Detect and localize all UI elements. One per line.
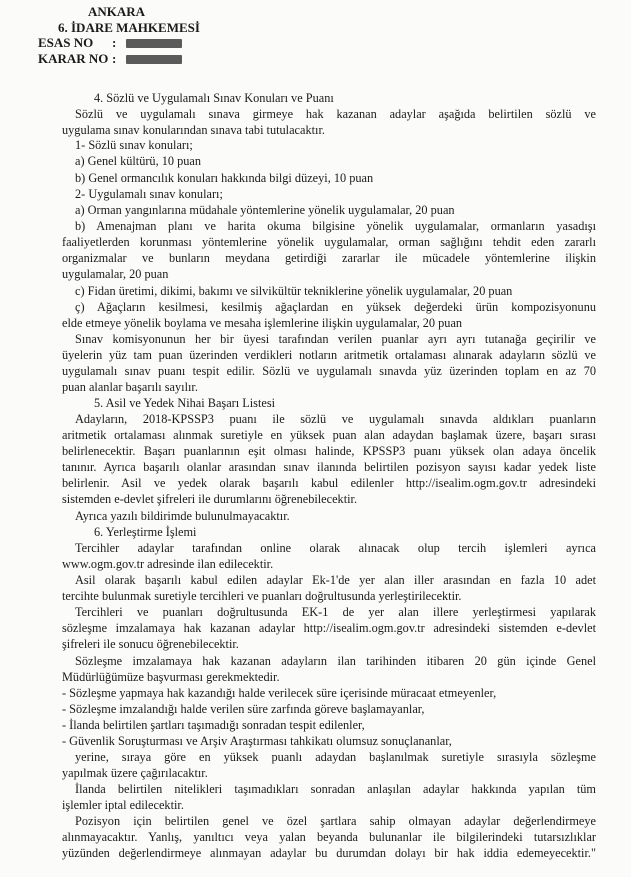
text-line: yüzünden değerlendirmeye alınmayan adaylar bu durumdan dolayı bir hak iddia edemeyecektir." (62, 846, 596, 860)
text-line: puan alanlar başarılı sayılır. (62, 380, 198, 394)
text-line: 1- Sözlü sınav konuları; (75, 138, 193, 152)
text-line: Sözlü ve uygulamalı sınava girmeye hak kazanan adaylar aşağıda belirtilen sözlü ve (75, 107, 596, 121)
court-heading: 6. İDARE MAHKEMESİ (58, 19, 200, 35)
text-line: Tercihleri ve puanları doğrultusunda EK-1 de yer alan illere yerleştirmesi yapılarak (75, 605, 596, 619)
text-line: yerine, sıraya göre en yüksek puanlı adaydan başlanılmak suretiyle sırasıyla sözleşme (75, 750, 596, 764)
list-item: - Sözleşme yapmaya hak kazandığı halde verilecek süre içerisinde müracaat etmeyenler, (62, 686, 497, 700)
text-line: Ayrıca yazılı bildirimde bulunulmayacaktır. (75, 509, 290, 523)
text-line: www.ogm.gov.tr adresinde ilan edilecektir. (62, 557, 274, 571)
text-line: uygulamalı sınav puanı tespit edilir. Sözlü ve uygulamalı sınavda yüz üzerinden toplam en az 70 (62, 364, 596, 378)
text-line: tanınır. Ayrıca başarılı olanlar arasından sınav ilanında belirtilen pozisyon sayısı kadar yedek liste (62, 460, 596, 474)
text-line: 2- Uygulamalı sınav konuları; (75, 187, 223, 201)
text-line: c) Fidan üretimi, dikimi, bakımı ve silvikültür tekniklerine yönelik uygulamalar, 20 puan (75, 284, 513, 298)
text-line: İlanda belirtilen nitelikleri taşımadıkları sonradan anlaşılan adaylar hakkında yapılan tüm (75, 782, 596, 796)
text-line: belirlenecektir. Başarı puanlarının eşit olması halinde, KPSSP3 puanı yüksek olan adaya öncelik (62, 444, 596, 458)
text-line: işlemler iptal edilecektir. (62, 798, 184, 812)
text-line: Sözleşme imzalamaya hak kazanan adayların ilan tarihinden itibaren 20 gün içinde Genel (75, 654, 596, 668)
section-heading: 5. Asil ve Yedek Nihai Başarı Listesi (94, 396, 276, 410)
text-line: Asil olarak başarılı kabul edilen adaylar Ek-1'de yer alan iller arasından en fazla 10 adet (75, 573, 596, 587)
karar-row (38, 51, 278, 67)
text-line: faaliyetlerden korunması yöntemlerine yönelik uygulamalar, orman sağlığını tehdit eden zararlı (62, 235, 596, 249)
text-line: üyelerin yüz tam puan üzerinden verdikleri notların aritmetik ortalaması alınarak adayların sözlü ve (62, 348, 596, 362)
esas-label: ESAS NO (38, 35, 94, 50)
text-line: tercihte bulunmak suretiyle tercihleri ve puanları doğrultusunda yerleştirilecektir. (62, 589, 462, 603)
karar-colon: : (112, 51, 117, 66)
text-line: Pozisyon için belirtilen genel ve özel şartlara sahip olmayan adaylar değerlendirmeye (75, 814, 596, 828)
document-header (38, 4, 278, 67)
list-item: - Sözleşme imzalandığı halde verilen süre zarfında göreve başlamayanlar, (62, 702, 425, 716)
text-line: Müdürlüğümüze başvurması gerekmektedir. (62, 670, 280, 684)
text-line: elde etmeye yönelik boylama ve mesaha işlemlerine ilişkin uygulamalar, 20 puan (62, 316, 463, 330)
city-heading: ANKARA (88, 4, 146, 19)
karar-label: KARAR NO (38, 51, 109, 66)
text-line: sistemden e-devlet şifreleri ile durumlarını öğrenebilecektir. (62, 492, 358, 506)
text-line: uygulamalar, 20 puan (62, 267, 169, 281)
text-line: yapılmak üzere çağırılacaktır. (62, 766, 208, 780)
section-heading: 4. Sözlü ve Uygulamalı Sınav Konuları ve Puanı (94, 91, 334, 105)
redacted-karar-number (126, 55, 182, 64)
text-line: Adayların, 2018-KPSSP3 puanı ile sözlü ve uygulamalı sınavda aldıkları puanların (75, 412, 596, 426)
text-line: alınmayacaktır. Yanlış, yanıltıcı veya yalan beyanda bulunanlar ile bilgilerindeki tutarsızlıklar (62, 830, 596, 844)
text-line: a) Orman yangınlarına müdahale yöntemlerine yönelik uygulamalar, 20 puan (75, 203, 455, 217)
list-item: - Güvenlik Soruşturması ve Arşiv Araştırması tahkikatı olumsuz sonuçlananlar, (62, 734, 452, 748)
text-line: Sınav komisyonunun her bir üyesi tarafından verilen puanlar ayrı ayrı tutanağa geçirilir ve (75, 332, 596, 346)
text-line: aritmetik ortalaması alınmak suretiyle en yüksek puan alan adaydan başlamak üzere, başarı sırası (62, 428, 596, 442)
text-line: Tercihler adaylar tarafından online olarak alınacak olup tercih işlemleri ayrıca (75, 541, 596, 555)
esas-colon: : (112, 35, 117, 50)
redacted-esas-number (126, 39, 182, 48)
section-heading: 6. Yerleştirme İşlemi (94, 525, 197, 539)
esas-row (38, 35, 278, 51)
text-line: belirlenir. Asil ve yedek olarak başarılı kabul edilenler http://isealim.ogm.gov.tr adresindeki (62, 476, 596, 490)
text-line: a) Genel kültürü, 10 puan (75, 154, 202, 168)
text-line: sözleşme imzalamaya hak kazanan adaylar http://isealim.ogm.gov.tr adresindeki sistemden e-devlet (62, 621, 596, 635)
text-line: b) Amenajman planı ve harita okuma bilgisine yönelik uygulamalar, ormanların yasadışı (75, 219, 596, 233)
list-item: - İlanda belirtilen şartları taşımadığı sonradan tespit edilenler, (62, 718, 365, 732)
text-line: organizmalar ve bunların meydana getirdiği zararlar ile mücadele yöntemlerine ilişkin (62, 251, 596, 265)
text-line: ç) Ağaçların kesilmesi, kesilmiş ağaçlardan en yüksek değerdeki ürün kompozisyonunu (75, 300, 596, 314)
text-line: uygulama sınav konularından sınava tabi tutulacaktır. (62, 123, 325, 137)
text-line: şifreleri ile sonucu öğrenebilecektir. (62, 637, 239, 651)
text-line: b) Genel ormancılık konuları hakkında bilgi düzeyi, 10 puan (75, 171, 374, 185)
